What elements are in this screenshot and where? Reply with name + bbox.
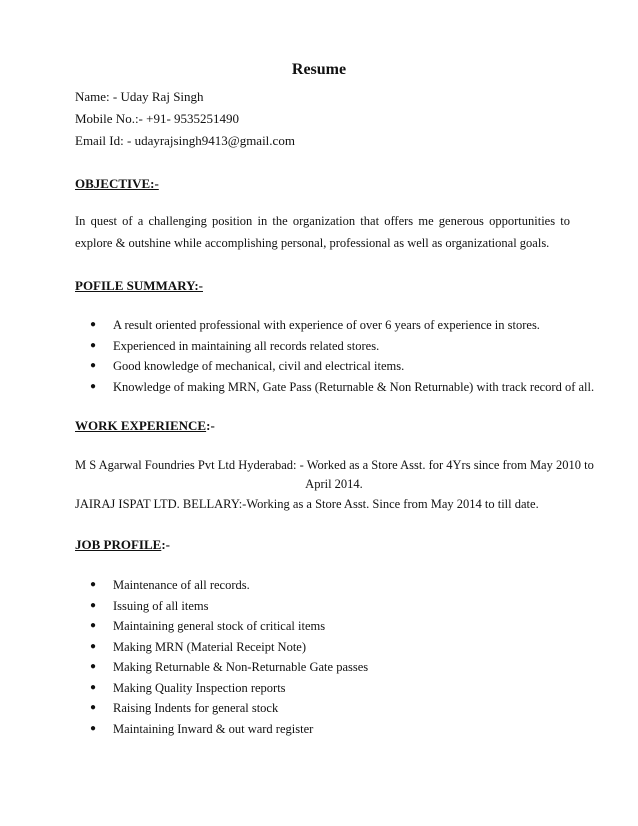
list-item-text: Making Returnable & Non-Returnable Gate passes [113,660,369,674]
list-item [90,637,368,658]
profile-summary-heading-text: POFILE SUMMARY:- [75,278,203,293]
bullet-icon: ● [90,599,97,611]
list-item-text: Maintenance of all records. [113,578,250,592]
bullet-icon: ● [90,380,97,392]
list-item [90,698,368,719]
bullet-icon: ● [90,360,97,371]
profile-summary-heading [75,278,203,294]
list-item-text: Good knowledge of mechanical, civil and electrical items. [113,359,405,373]
list-item [90,678,368,699]
bullet-icon: ● [90,640,97,652]
list-item-text: Making Quality Inspection reports [113,680,286,695]
job-profile-heading [75,537,170,553]
bullet-icon: ● [90,339,97,351]
list-item [90,315,594,336]
work-experience-line-1: M S Agarwal Foundries Pvt Ltd Hyderabad: - Worked as a Store Asst. for 4Yrs since from May 2010 to [75,458,594,472]
page-title: Resume [291,61,347,78]
job-profile-list [90,575,368,739]
bullet-icon: ● [90,722,97,734]
bullet-icon: ● [90,319,97,330]
list-item [90,575,368,596]
work-experience-line-2: JAIRAJ ISPAT LTD. BELLARY:-Working as a Store Asst. Since from May 2014 to till date. [75,497,539,511]
contact-email: Email Id: - udayrajsingh9413@gmail.com [75,133,295,148]
list-item-text: Issuing of all items [113,598,209,613]
list-item-text: Experienced in maintaining all records related stores. [113,338,380,353]
list-item [90,356,594,377]
list-item-text: Raising Indents for general stock [113,701,279,715]
job-profile-heading-suffix: :- [161,537,170,552]
bullet-icon: ● [90,702,97,713]
bullet-icon: ● [90,579,97,590]
work-experience-heading [75,418,215,434]
list-item-text: Knowledge of making MRN, Gate Pass (Returnable & Non Returnable) with track record of all. [113,379,595,394]
work-experience-heading-suffix: :- [206,418,215,433]
bullet-icon: ● [90,661,97,672]
list-item [90,336,594,357]
list-item-text: A result oriented professional with experience of over 6 years of experience in stores. [113,318,540,332]
list-item [90,596,368,617]
job-profile-heading-text: JOB PROFILE [75,537,162,552]
list-item [90,657,368,678]
objective-text: In quest of a challenging position in the organization that offers me generous opportunities to explore & outshine while accomplishing personal, professional as well as organizational goals. [75,214,570,250]
profile-summary-list [90,315,594,397]
list-item-text: Maintaining Inward & out ward register [113,721,314,736]
list-item [90,377,594,398]
list-item [90,616,368,637]
list-item-text: Making MRN (Material Receipt Note) [113,639,307,654]
work-experience-line-1-cont: April 2014. [305,477,363,491]
contact-name: Name: - Uday Raj Singh [75,89,204,104]
objective-heading [75,176,159,192]
list-item [90,719,368,740]
bullet-icon: ● [90,681,97,693]
objective-heading-text: OBJECTIVE:- [75,176,159,191]
work-experience-heading-text: WORK EXPERIENCE [75,418,207,433]
bullet-icon: ● [90,620,97,631]
list-item-text: Maintaining general stock of critical items [113,619,326,633]
contact-mobile: Mobile No.:- +91- 9535251490 [75,111,240,126]
